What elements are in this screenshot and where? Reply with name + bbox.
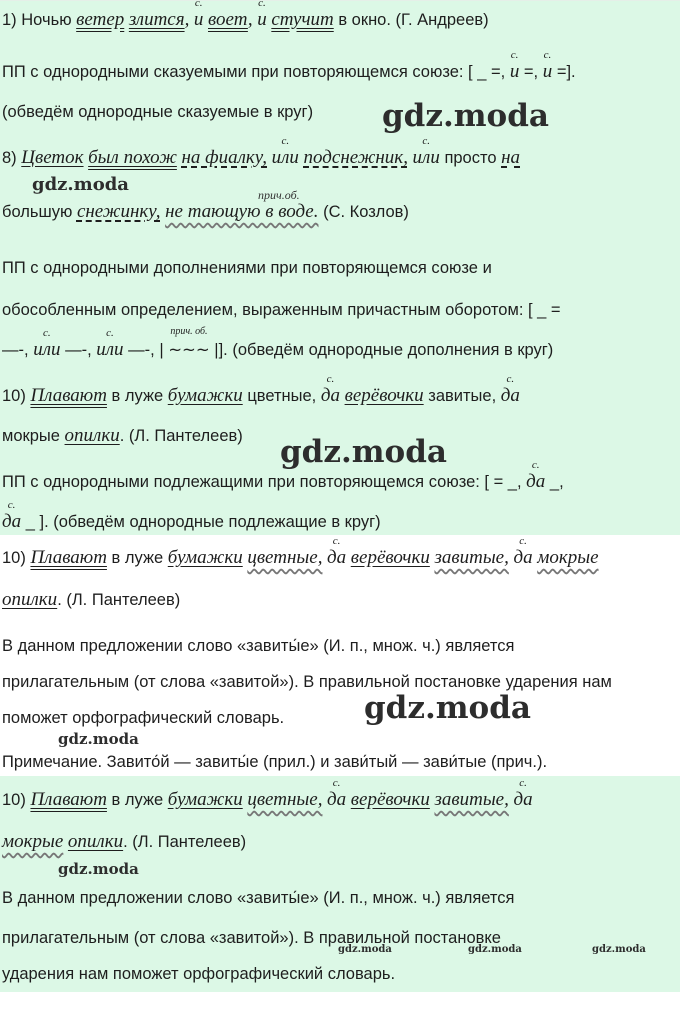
example-8-scheme-line-1: ПП с однородными дополнениями при повторяющемся союзе и bbox=[2, 259, 492, 277]
example-10b-sentence-line-2: опилки. (Л. Пантелеев) bbox=[2, 589, 181, 610]
watermark: gdz.moda bbox=[58, 860, 139, 878]
example-8-scheme-line-2: обособленным определением, выраженным причастным оборотом: [ _ = bbox=[2, 301, 561, 319]
example-10b-explanation-2: прилагательным (от слова «завитой»). В правильной постановке ударения нам bbox=[2, 673, 612, 691]
example-10c-explanation-1: В данном предложении слово «завиты́е» (И. п., множ. ч.) является bbox=[2, 889, 515, 907]
example-10b-sentence-line-1: 10) Плавают в луже бумажки цветные, с. да верёвочки завитые, с. да мокрые bbox=[2, 535, 599, 568]
participial-phrase-label: прич.об. bbox=[258, 188, 300, 202]
example-10b-explanation-3: поможет орфографический словарь. bbox=[2, 709, 285, 727]
example-1-note: (обведём однородные сказуемые в круг) bbox=[2, 103, 314, 121]
example-10a-scheme-line-1: ПП с однородными подлежащими при повторяющемся союзе: [ = _, с. да _, bbox=[2, 459, 564, 492]
watermark: gdz.moda bbox=[592, 944, 646, 955]
example-1-sentence: 1) Ночью ветер злится, с. и воет, с. и стучит в окно. (Г. Андреев) bbox=[2, 0, 489, 30]
example-10a-sentence-line-1: 10) Плавают в луже бумажки цветные, с. да верёвочки завитые, с. да bbox=[2, 373, 520, 406]
watermark: gdz.moda bbox=[32, 174, 129, 195]
example-10c-sentence-line-1: 10) Плавают в луже бумажки цветные, с. да верёвочки завитые, с. да bbox=[2, 777, 533, 810]
example-10a-sentence-line-2: мокрые опилки. (Л. Пантелеев) bbox=[2, 425, 243, 446]
watermark: gdz.moda bbox=[468, 944, 522, 955]
example-8-sentence-line-2: большую снежинку, не тающую в воде. (С. Козлов) bbox=[2, 201, 409, 222]
watermark: gdz.moda bbox=[280, 434, 447, 470]
watermark: gdz.moda bbox=[58, 730, 139, 748]
watermark: gdz.moda bbox=[338, 944, 392, 955]
example-10b-explanation-1: В данном предложении слово «завиты́е» (И. п., множ. ч.) является bbox=[2, 637, 515, 655]
watermark: gdz.moda bbox=[364, 690, 531, 726]
example-10b-note: Примечание. Завито́й — завиты́е (прил.) и зави́тый — зави́тые (прич.). bbox=[2, 753, 548, 771]
example-8-sentence-line-1: 8) Цветок был похож на фиалку, с. или подснежник, с. или просто на bbox=[2, 135, 521, 168]
example-10c-sentence-line-2: мокрые опилки. (Л. Пантелеев) bbox=[2, 831, 247, 852]
example-1-scheme: ПП с однородными сказуемыми при повторяющемся союзе: [ _ =, с. и =, с. и =]. bbox=[2, 49, 576, 82]
watermark: gdz.moda bbox=[382, 98, 549, 134]
example-10a-scheme-line-2: с. да _ ]. (обведём однородные подлежащие в круг) bbox=[2, 499, 381, 532]
example-8-scheme-line-3: —-, с. или —-, с. или —-, | прич. об. ∼∼∼ |]. (обведём однородные дополнения в круг) bbox=[2, 326, 554, 360]
example-10c-explanation-2: прилагательным (от слова «завитой»). В правильной постановке bbox=[2, 929, 501, 947]
example-10c-explanation-3: ударения нам поможет орфографический словарь. bbox=[2, 965, 396, 983]
